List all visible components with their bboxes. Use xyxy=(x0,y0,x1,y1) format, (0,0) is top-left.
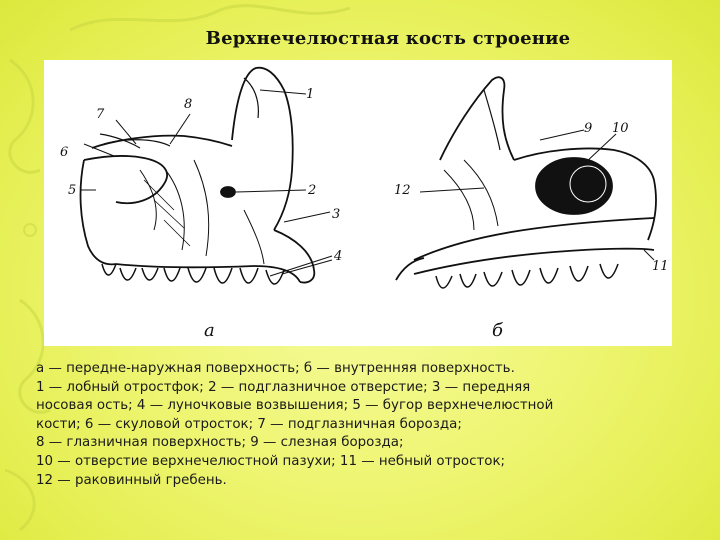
caption-line: 12 — раковинный гребень. xyxy=(36,472,227,488)
label-12: 12 xyxy=(394,183,411,198)
caption-line: носовая ость; 4 — луночковые возвышения; 5 — бугор верхнечелюстной xyxy=(36,398,554,414)
maxilla-internal-drawing xyxy=(396,77,656,288)
caption-line: 8 — глазничная поверхность; 9 — слезная борозда; xyxy=(36,435,404,451)
label-9: 9 xyxy=(584,121,593,136)
panel-letter-b: б xyxy=(492,320,503,341)
label-3: 3 xyxy=(332,207,341,222)
anatomy-figure xyxy=(44,60,672,346)
maxilla-anterior-drawing xyxy=(80,68,332,284)
label-2: 2 xyxy=(308,183,317,198)
label-11: 11 xyxy=(652,259,669,274)
figure-caption xyxy=(36,360,676,490)
slide-title: Верхнечелюстная кость строение xyxy=(205,28,571,49)
label-6: 6 xyxy=(60,145,69,160)
caption-line: 1 — лобный отростфок; 2 — подглазничное отверстие; 3 — передняя xyxy=(36,379,531,395)
label-1: 1 xyxy=(306,87,315,102)
label-10: 10 xyxy=(612,121,629,136)
label-4: 4 xyxy=(334,249,343,264)
panel-letter-a: а xyxy=(204,320,215,341)
label-8: 8 xyxy=(184,97,193,112)
caption-line: 10 — отверстие верхнечелюстной пазухи; 11 — небный отросток; xyxy=(36,453,506,469)
caption-line: а — передне-наружная поверхность; б — внутренняя поверхность. xyxy=(36,361,515,376)
caption-line: кости; 6 — скуловой отросток; 7 — подглазничная борозда; xyxy=(36,416,462,432)
label-7: 7 xyxy=(96,107,105,122)
label-5: 5 xyxy=(68,183,77,198)
